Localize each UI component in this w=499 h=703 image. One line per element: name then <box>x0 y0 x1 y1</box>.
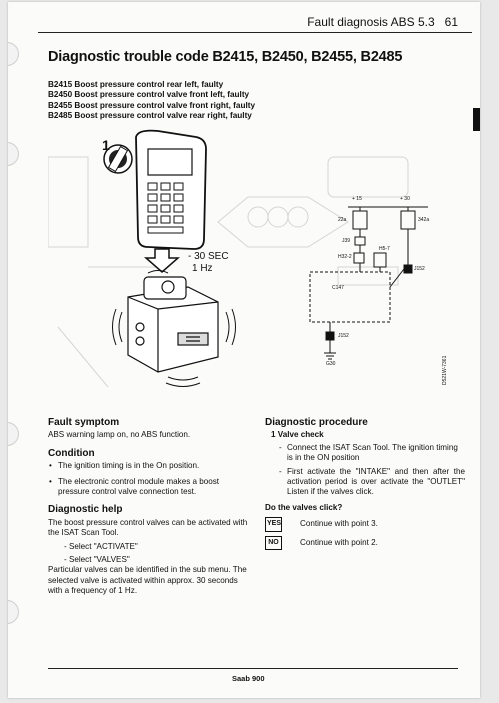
wire-label: H5-7 <box>379 246 390 252</box>
bleed-through <box>48 157 408 387</box>
code-list <box>48 80 255 122</box>
page-number: 61 <box>444 15 458 29</box>
page-title: Diagnostic trouble code B2415, B2450, B2455, B2485 <box>48 49 403 65</box>
wiring-diagram <box>310 207 428 359</box>
diagnostic-help-section <box>48 505 251 596</box>
wire-label: + 15 <box>352 196 362 202</box>
header-section: Fault diagnosis ABS 5.3 <box>307 15 435 29</box>
help-step: - Select "VALVES" <box>64 555 130 565</box>
arrow-down-icon <box>146 249 178 272</box>
section-tab <box>473 108 480 131</box>
diagnostic-procedure-heading: Diagnostic procedure <box>265 417 368 428</box>
list-item: • The ignition timing is in the On position. <box>48 461 251 471</box>
code-line: B2485 Boost pressure control valve rear right, faulty <box>48 111 252 121</box>
wire-label: J39 <box>342 238 351 244</box>
wire-label: 22a <box>338 217 347 223</box>
yes-text: Continue with point 3. <box>300 519 378 529</box>
code-line: B2415 Boost pressure control rear left, faulty <box>48 80 224 89</box>
question: Do the valves click? <box>265 502 343 512</box>
binder-hole <box>8 600 19 624</box>
fault-symptom-text: ABS warning lamp on, no ABS function. <box>48 430 191 440</box>
fault-symptom-section <box>48 418 251 441</box>
page-header <box>307 15 458 29</box>
wire-label: 342a <box>418 217 430 223</box>
diagnostic-help-heading: Diagnostic help <box>48 504 123 516</box>
step-number: 1 <box>102 137 110 153</box>
binder-hole <box>8 422 19 446</box>
help-outro: Particular valves can be identified in the sub menu. The selected valve is activated within approx. 30 seconds with a frequency of 1 Hz. <box>48 565 247 596</box>
answer-yes <box>265 517 465 531</box>
binder-hole <box>8 142 19 166</box>
diagnostic-figure <box>48 127 458 407</box>
step-title: 1 Valve check <box>271 430 324 440</box>
wire-label: C147 <box>332 285 344 291</box>
frequency-label: 1 Hz <box>192 263 213 274</box>
condition-section <box>48 449 251 498</box>
scan-tool-icon <box>136 131 206 249</box>
footer-rule <box>48 668 458 669</box>
binder-hole <box>8 42 19 66</box>
fault-symptom-heading: Fault symptom <box>48 417 120 428</box>
help-step: - Select "ACTIVATE" <box>64 541 138 551</box>
procedure-item: - First activate the "INTAKE" and then after the activation period is over activate the "OUTLET" Listen if the valves click. <box>265 467 465 498</box>
figure-code: D521W-7361 <box>442 355 448 385</box>
timing-label: - 30 SEC <box>188 251 229 262</box>
code-line: B2450 Boost pressure control valve front left, faulty <box>48 90 250 100</box>
wire-label: J152 <box>338 333 349 339</box>
left-column <box>48 418 251 602</box>
wire-label: J152 <box>414 266 425 272</box>
illustration <box>48 127 458 407</box>
manual-page <box>8 2 480 698</box>
right-column <box>265 418 465 554</box>
condition-list <box>48 461 251 497</box>
list-item: • The electronic control module makes a boost pressure control valve connection test. <box>48 477 251 498</box>
no-text: Continue with point 2. <box>300 537 378 547</box>
wire-label: + 30 <box>400 196 410 202</box>
help-intro: The boost pressure control valves can be activated with the ISAT Scan Tool. <box>48 517 248 538</box>
header-rule <box>38 32 472 33</box>
answer-no <box>265 536 465 550</box>
code-line: B2455 Boost pressure control valve front right, faulty <box>48 100 256 110</box>
wire-label: G30 <box>326 361 336 367</box>
wire-label: H32-2 <box>338 254 352 260</box>
abs-hydraulic-unit-icon <box>128 277 218 372</box>
no-box: NO <box>265 536 282 550</box>
procedure-item: - Connect the ISAT Scan Tool. The ignition timing is in the ON position <box>265 443 465 464</box>
page-footer: Saab 900 <box>232 674 265 683</box>
yes-box: YES <box>265 517 282 531</box>
condition-heading: Condition <box>48 447 95 459</box>
